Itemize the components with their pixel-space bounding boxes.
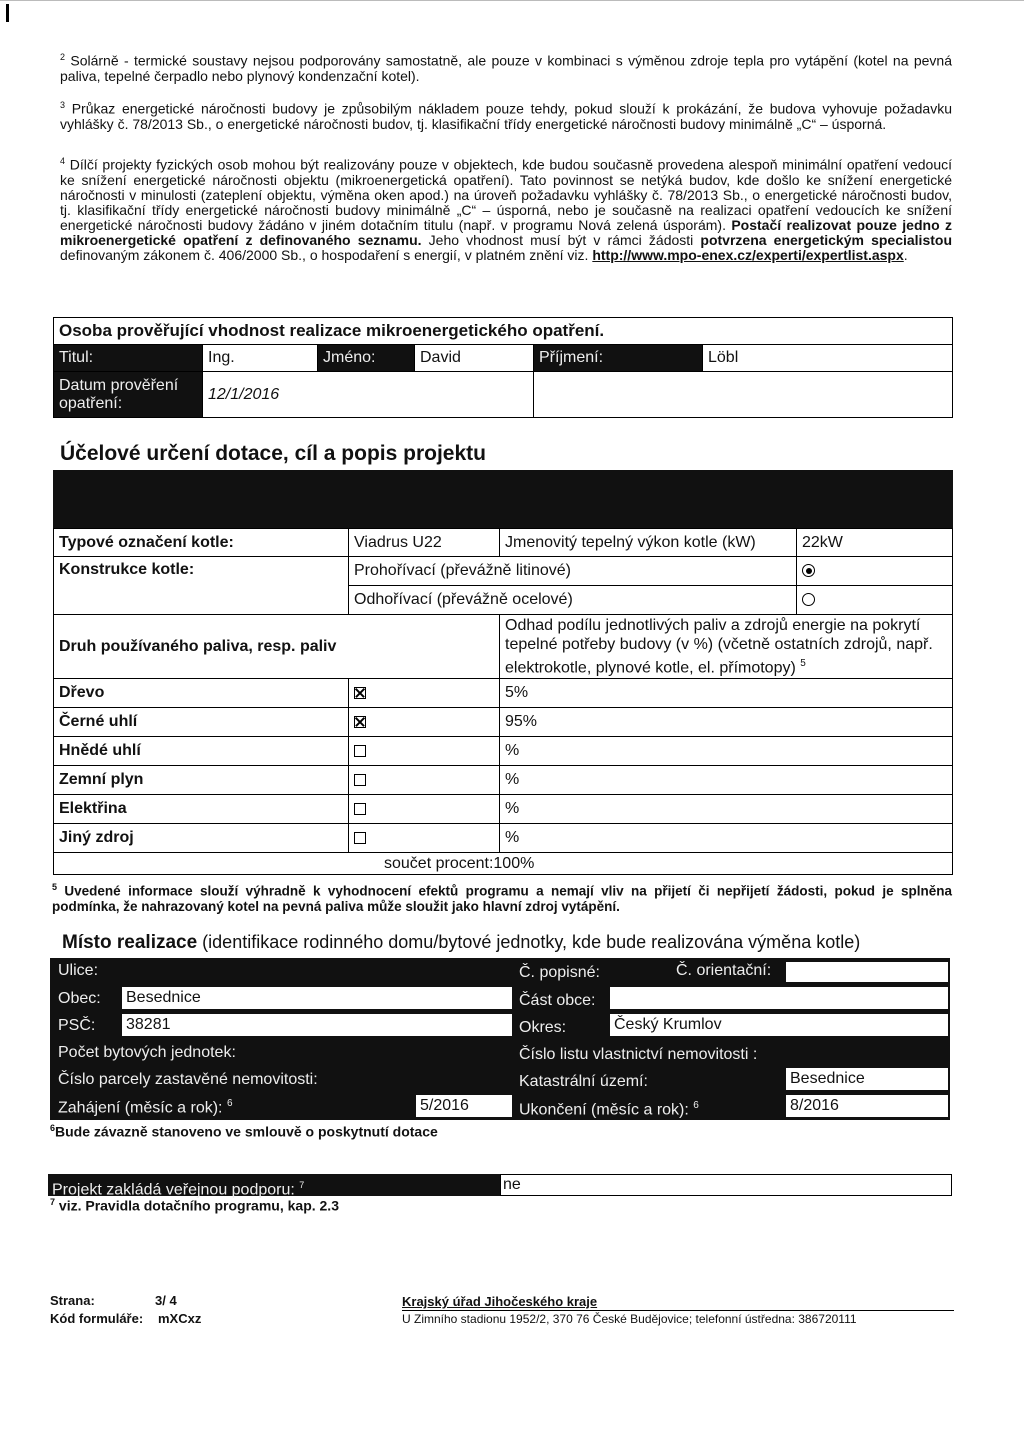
datum-value[interactable]: 12/1/2016 — [203, 372, 534, 418]
konstrukce-option-1: Prohořívací (převážně litinové) — [349, 557, 797, 586]
vykon-value[interactable]: 22kW — [797, 529, 953, 557]
cast-label: Část obce: — [519, 992, 596, 1009]
konstrukce-radio-1-cell[interactable] — [797, 557, 953, 586]
fuel-row — [54, 824, 953, 853]
radio-selected-icon[interactable] — [802, 564, 815, 577]
fuel-name: Dřevo — [54, 679, 349, 708]
footnote-6: $^6$Bude závazně stanoveno ve smlouvě o poskytnutí dotace — [50, 1123, 438, 1140]
fuel-percent[interactable]: 95% — [500, 708, 953, 737]
fuel-checkbox-cell[interactable] — [349, 824, 500, 853]
fuel-percent[interactable]: % — [500, 737, 953, 766]
vykon-label: Jmenovitý tepelný výkon kotle (kW) — [500, 529, 797, 557]
checkbox-empty-icon[interactable] — [354, 803, 366, 815]
strana-label: Strana: — [50, 1293, 95, 1308]
location-heading: Místo realizace (identifikace rodinného domu/bytové jednotky, kde bude realizována výměna kotle) — [62, 932, 861, 953]
verifier-table — [53, 317, 953, 418]
fuel-row — [54, 766, 953, 795]
jmeno-value[interactable]: David — [415, 345, 534, 372]
jmeno-label: Jméno: — [318, 345, 415, 372]
katastr-input[interactable]: Besednice — [786, 1068, 948, 1090]
fuel-percent[interactable]: % — [500, 795, 953, 824]
konstrukce-radio-2-cell[interactable] — [797, 586, 953, 615]
fuel-checkbox-cell[interactable] — [349, 795, 500, 824]
cp-label: Č. popisné: — [519, 964, 600, 981]
psc-input[interactable]: 38281 — [122, 1014, 512, 1036]
purpose-black-bar — [53, 470, 953, 528]
checkbox-empty-icon[interactable] — [354, 774, 366, 786]
zahajeni-label: Zahájení (měsíc a rok): $^6$ — [58, 1098, 233, 1117]
obec-label: Obec: — [58, 990, 101, 1007]
checkbox-empty-icon[interactable] — [354, 832, 366, 844]
druh-label: Druh používaného paliva, resp. paliv — [54, 615, 500, 679]
okres-input[interactable]: Český Krumlov — [610, 1014, 948, 1036]
kod-label: Kód formuláře: — [50, 1311, 144, 1326]
fuel-checkbox-cell[interactable] — [349, 766, 500, 795]
fuel-percent[interactable]: % — [500, 824, 953, 853]
fuel-row — [54, 679, 953, 708]
fuel-row — [54, 737, 953, 766]
top-rule — [0, 0, 1024, 1]
psc-label: PSČ: — [58, 1017, 96, 1034]
fuel-name: Černé uhlí — [54, 708, 349, 737]
obec-input[interactable]: Besednice — [122, 987, 512, 1009]
location-fields — [50, 958, 950, 1120]
soucet-procent: součet procent:100% — [54, 853, 953, 875]
fuel-name: Hnědé uhlí — [54, 737, 349, 766]
strana-value: 3/ 4 — [155, 1293, 177, 1308]
titul-value[interactable]: Ing. — [203, 345, 318, 372]
footnote-4: $^4$ Dílčí projekty fyzických osob mohou být realizovány pouze v objektech, kde budou současně provedena alespoň minimální opatření vedoucí ke snížení energetické náročnosti objektu (mikroenergetická opatření). Tato povinnost se netýká budov, kde došlo ke snížení energetické náročnosti v minulosti (zateplení objektu, výměna oken apod.) na úroveň požadavku vyhlášky č. 78/2013 Sb., o energetické náročnosti budov, tj. klasifikační třídy energetické náročnosti budovy minimálně „C“ – úsporná, nebo je současně na realizaci opatření vedoucích ke snížení energetické náročnosti budovy žádáno v jiném dotačním titulu (např. v programu Nová zelená úsporám). Postačí realizovat pouze jedno z mikroenergetické opatření z definovaného seznamu. Jeho vhodnost musí být v rámci žádosti potvrzena energetickým specialistou definovaným zákonem č. 406/2000 Sb., o hospodaření s energií, v platném znění viz. http://www.mpo-enex.cz/experti/expertlist.aspx. — [60, 156, 953, 263]
fuel-checkbox-cell[interactable] — [349, 737, 500, 766]
expertlist-link[interactable]: http://www.mpo-enex.cz/experti/expertlist.aspx — [592, 246, 904, 263]
lv-label: Číslo listu vlastnictví nemovitosti : — [519, 1046, 758, 1063]
fuel-name: Jiný zdroj — [54, 824, 349, 853]
footnote-2: $^2$ Solárně - termické soustavy nejsou podporovány samostatně, ale pouze v kombinaci s výměnou zdroje tepla pro vytápění (kotel na pevná paliva, tepelné čerpadlo nebo plynový kondenzační kotel). — [60, 52, 952, 84]
kod-value: mXCxz — [158, 1311, 202, 1326]
radio-empty-icon[interactable] — [802, 593, 815, 606]
boiler-table — [53, 528, 953, 875]
konstrukce-option-2: Odhořívací (převážně ocelové) — [349, 586, 797, 615]
footer-address: U Zimního stadionu 1952/2, 370 76 České Budějovice; telefonní ústředna: 386720111 — [402, 1312, 857, 1326]
parcela-label: Číslo parcely zastavěné nemovitosti: — [58, 1071, 318, 1088]
support-label: Projekt zakládá veřejnou podporu: $^7$ — [48, 1174, 500, 1196]
cast-input[interactable] — [610, 987, 948, 1009]
fuel-percent[interactable]: % — [500, 766, 953, 795]
typ-label: Typové označení kotle: — [54, 529, 349, 557]
checkbox-checked-icon[interactable] — [354, 716, 366, 728]
checkbox-empty-icon[interactable] — [354, 745, 366, 757]
ukonceni-label: Ukončení (měsíc a rok): $^6$ — [519, 1100, 699, 1119]
support-value[interactable]: ne — [500, 1174, 952, 1196]
footnote-3: $^3$ Průkaz energetické náročnosti budovy je způsobilým nákladem pouze tehdy, pokud slouží k prokázání, že budova vyhovuje požadavku vyhlášky č. 78/2013 Sb., o energetické náročnosti budov, tj. klasifikační třídy energetické náročnosti budovy minimálně „C“ – úsporná. — [60, 100, 952, 132]
ukonceni-input[interactable]: 8/2016 — [786, 1095, 948, 1117]
empty-cell — [534, 372, 953, 418]
fuel-row — [54, 795, 953, 824]
fuel-checkbox-cell[interactable] — [349, 679, 500, 708]
pocet-label: Počet bytových jednotek: — [58, 1044, 236, 1061]
footnote-7: $^7$ viz. Pravidla dotačního programu, kap. 2.3 — [50, 1197, 339, 1214]
fuel-name: Elektřina — [54, 795, 349, 824]
titul-label: Titul: — [54, 345, 203, 372]
zahajeni-input[interactable]: 5/2016 — [416, 1095, 512, 1117]
konstrukce-label: Konstrukce kotle: — [54, 557, 349, 615]
footnote-5: $^5$ Uvedené informace slouží výhradně k vyhodnocení efektů programu a nemají vliv na přijetí či nepřijetí žádosti, pokud je splněna podmínka, že nahrazovaný kotel na pevná paliva může sloužit jako hlavní zdroj vytápění. — [52, 882, 952, 914]
co-label: Č. orientační: — [676, 962, 772, 979]
datum-label: Datum prověření opatření: — [54, 372, 203, 418]
fuel-name: Zemní plyn — [54, 766, 349, 795]
checkbox-checked-icon[interactable] — [354, 687, 366, 699]
footer-org: Krajský úřad Jihočeského kraje — [402, 1294, 598, 1309]
co-input[interactable] — [786, 962, 948, 982]
prijmeni-value[interactable]: Löbl — [703, 345, 953, 372]
footer-rule — [402, 1310, 954, 1311]
purpose-heading: Účelové určení dotace, cíl a popis projektu — [60, 442, 486, 465]
okres-label: Okres: — [519, 1019, 567, 1036]
odhad-label: Odhad podílu jednotlivých paliv a zdrojů energie na pokrytí tepelné potřeby budovy (v %) (včetně ostatních zdrojů, např. elektrokotle, plynové kotle, el. přímotopy) $^5$ — [500, 615, 953, 679]
prijmeni-label: Příjmení: — [534, 345, 703, 372]
verifier-title: Osoba prověřující vhodnost realizace mikroenergetického opatření. — [54, 318, 953, 345]
fuel-checkbox-cell[interactable] — [349, 708, 500, 737]
typ-value[interactable]: Viadrus U22 — [349, 529, 500, 557]
fuel-percent[interactable]: 5% — [500, 679, 953, 708]
fuel-row — [54, 708, 953, 737]
katastr-label: Katastrální území: — [519, 1073, 648, 1090]
scan-edge-mark — [6, 4, 9, 22]
ulice-label: Ulice: — [58, 962, 99, 979]
